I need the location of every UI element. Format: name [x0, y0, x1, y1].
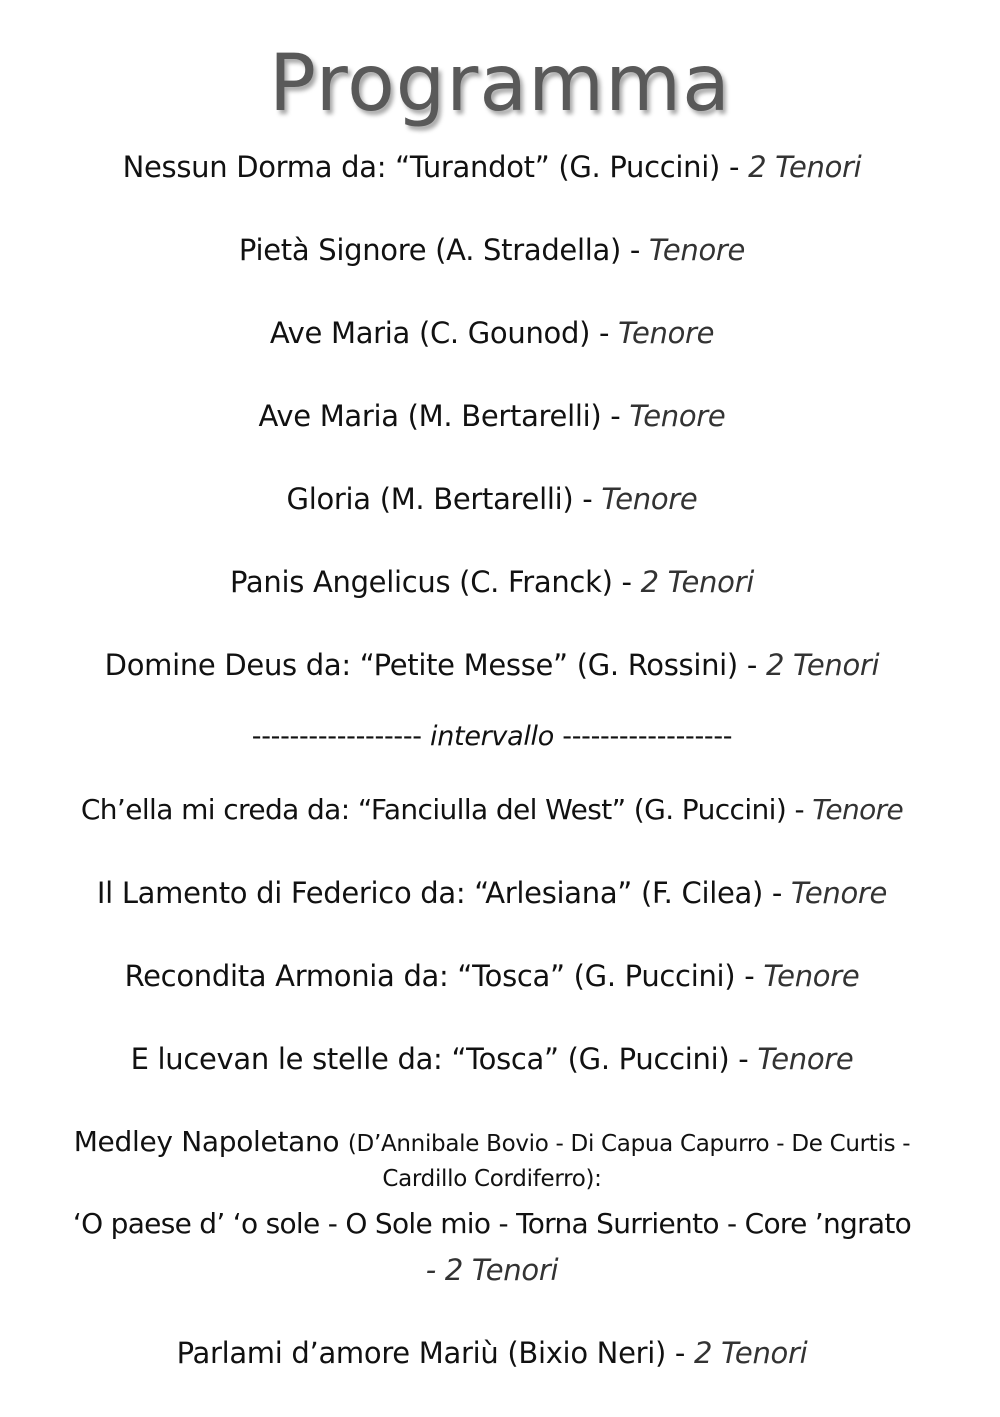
program-item — [0, 562, 984, 602]
medley-songs — [0, 1204, 984, 1244]
medley-authors-continued — [0, 1162, 984, 1196]
piece-title: Pietà Signore (A. Stradella) — [238, 233, 621, 267]
medley-authors-line2: Cardillo Cordiferro): — [382, 1166, 602, 1192]
performer-role: 2 Tenori — [694, 1336, 808, 1370]
medley-role-line — [0, 1250, 984, 1290]
performer-role: 2 Tenori — [640, 565, 754, 599]
separator: - — [786, 793, 813, 826]
program-item — [0, 645, 984, 685]
piece-title: Parlami d’amore Mariù (Bixio Neri) — [176, 1336, 667, 1370]
performer-role: - 2 Tenori — [425, 1253, 559, 1287]
separator: - — [737, 648, 766, 682]
piece-title: Recondita Armonia da: “Tosca” (G. Puccini) — [124, 959, 736, 993]
medley-header — [0, 1122, 984, 1164]
piece-title: Domine Deus da: “Petite Messe” (G. Rossini) — [104, 648, 738, 682]
program-item — [0, 956, 984, 996]
piece-title: E lucevan le stelle da: “Tosca” (G. Puccini) — [130, 1042, 730, 1076]
separator: - — [666, 1336, 695, 1370]
program-item — [0, 313, 984, 353]
program-item — [0, 790, 984, 830]
program-item — [0, 873, 984, 913]
program-item — [0, 147, 984, 187]
program-item — [0, 396, 984, 436]
medley-title: Medley Napoletano — [73, 1125, 340, 1158]
program-item — [0, 1333, 984, 1373]
page-title: Programma — [269, 39, 731, 129]
divider-dashes-left: ------------------ — [251, 721, 422, 752]
piece-title: Panis Angelicus (C. Franck) — [230, 565, 613, 599]
performer-role: 2 Tenori — [748, 150, 862, 184]
separator: - — [735, 959, 764, 993]
performer-role: Tenore — [812, 793, 904, 826]
piece-title: Ch’ella mi creda da: “Fanciulla del West” (G. Puccini) — [80, 793, 787, 826]
separator: - — [601, 399, 630, 433]
separator: - — [720, 150, 749, 184]
intermission-divider — [0, 717, 984, 757]
separator: - — [763, 876, 792, 910]
piece-title: Ave Maria (M. Bertarelli) — [258, 399, 602, 433]
medley-song-list: ‘O paese d’ ‘o sole - O Sole mio - Torna Surriento - Core ’ngrato — [72, 1207, 912, 1240]
intermission-label: intervallo — [430, 721, 554, 752]
piece-title: Gloria (M. Bertarelli) — [286, 482, 574, 516]
performer-role: Tenore — [791, 876, 888, 910]
separator: - — [590, 316, 619, 350]
separator: - — [573, 482, 602, 516]
separator: - — [612, 565, 641, 599]
separator: - — [620, 233, 649, 267]
program-item — [0, 1039, 984, 1079]
performer-role: Tenore — [618, 316, 715, 350]
performer-role: Tenore — [649, 233, 746, 267]
performer-role: 2 Tenori — [765, 648, 880, 682]
medley-authors: (D’Annibale Bovio - Di Capua Capurro - De Curtis - — [347, 1131, 911, 1157]
program-item — [0, 230, 984, 270]
performer-role: Tenore — [629, 399, 726, 433]
performer-role: Tenore — [601, 482, 698, 516]
piece-title: Il Lamento di Federico da: “Arlesiana” (F. Cilea) — [96, 876, 764, 910]
performer-role: Tenore — [757, 1042, 854, 1076]
piece-title: Ave Maria (C. Gounod) — [269, 316, 591, 350]
performer-role: Tenore — [763, 959, 860, 993]
separator: - — [729, 1042, 758, 1076]
piece-title: Nessun Dorma da: “Turandot” (G. Puccini) — [122, 150, 721, 184]
divider-dashes-right: ------------------ — [562, 721, 733, 752]
program-item — [0, 479, 984, 519]
